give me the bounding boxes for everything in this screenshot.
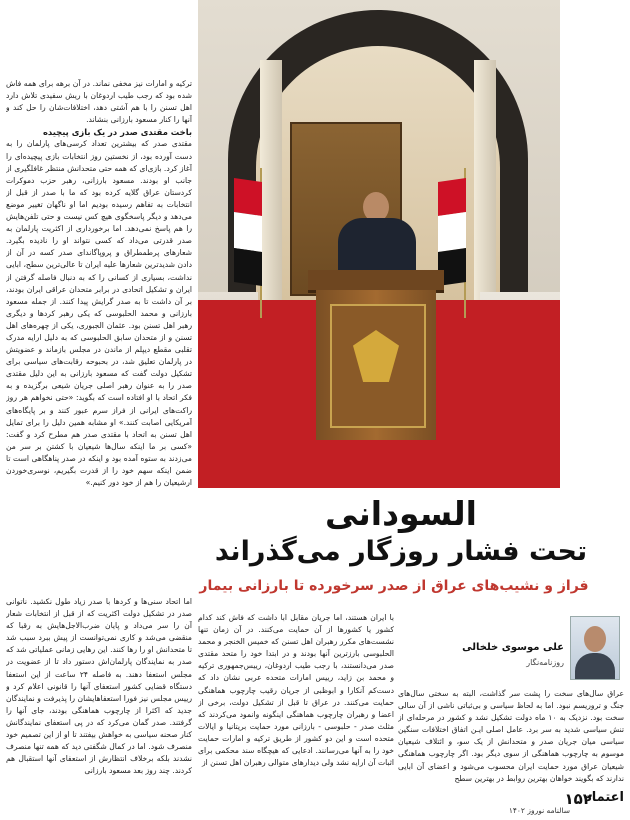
publication-logo: اعتماد bbox=[585, 790, 624, 805]
paragraph-alliance: اما اتحاد سنی‌ها و کردها با صدر زیاد طول نکشید. ناتوانی صدر در تشکیل دولت اکثریت که از قبل از انتخابات شعار آن را سر می‌داد و پایان ضرب‌الاجل‌هایش به رقبا که منقضی می‌شد و کاری نمی‌توانست از پیش ببرد سبب شد تا متحدانش او را رها کنند. این رهایی زمانی عملیاتی شد که صدر به نمایندگان پارلمان‌اش دستور داد تا از عضویت در مجلس استعفا دهند. به فاصله ۲۴ ساعت از این استعفا دستگاه قضایی کشور استعفای آنها را قانونی اعلام کرد و رییس مجلس نیز فورا استعفاهایشان را پذیرفت و نمایندگان جدید که اکثرا از چارچوب هماهنگی بودند، جای آنها را گرفتند. صدر گمان می‌کرد که در پی استعفای نمایندگانش کنار صحنه سیاسی به خواهش بیفتند تا او از این تصمیم خود منصرف شود. اما در کمال شگفتی دید که همه تنها منصرف نشدند بلکه برخلاف انتظارش از استعفای آنها استقبال هم کردند. چند روز بعد مسعود بارزانی bbox=[6, 597, 192, 776]
headline-subtitle: فراز و نشیب‌های عراق از صدر سرخورده تا بارزانی بیمار bbox=[199, 578, 589, 594]
headline-line-1: السودانی bbox=[325, 494, 477, 533]
text-column-right-bottom bbox=[398, 688, 624, 792]
photo-pillar-right bbox=[474, 60, 496, 330]
iraqi-flag-left bbox=[234, 178, 262, 286]
issue-date: سالنامه نوروز ۱۴۰۲ bbox=[508, 806, 570, 815]
paragraph-lead: عراق سال‌های سخت را پشت سر گذاشت، البته به سختی سال‌های جنگ و تروریسم نبود. اما به لحاظ سیاسی و بی‌ثباتی ناشی از آن سالی سخت بود. نزدیک به ۱۰ ماه دولت تشکیل نشد و کشور در مرحله‌ای از تنش سیاسی شدید به سر برد. عامل اصلی ایـن اتفاق اختلافات سنگین سیاسی میان جریان صدر و متحدانش از یک سو، و ائتلاف شیعیان موسوم به چارچوب هماهنگی از سوی دیگر بود. اگر چارچوب هماهنگی شیعیان عراق مورد حمایت ایران محسوب می‌شود و اعضای آن ابایی ندارند که بگویند خواهان بهترین روابط در بهترین سطح bbox=[398, 689, 624, 783]
paragraph-sadr: مقتدی صدر که بیشترین تعداد کرسی‌های پارلمان را به دست آورده بود، از نخستین روز انتخابات بازی پیچیده‌ای را آغاز کرد. بازی‌ای که همه حتی متحدانش منتظر غافلگیری از جانب او بودند. مسعود بارزانی، رهبر حزب دموکرات کردستان عراق گلایه کرده بود که ما با صدر از قبل از انتخابات به تفاهم رسیده بودیم اما او ناگهان تغییر موضع می‌دهد و دیگر پاسخگوی هیچ کس نیست و حتی تلفن‌هایش را هم پاسخ نمی‌دهد. اما برخورداری از اکثریت پارلمان به صدر قدرتی می‌داد که کسی نتواند او را نادیده بگیرد. شعارهای پرطمطراق و پروپاگاندای صدر کسه در آن از دادن شدیدترین شعارها علیه ایران تا عالی‌ترین سطح، ابایی نداشت، بسیاری از کسانی را که به دنبال فاصله گرفتن از ایران و تشکیل اتحادی در برابر متحدان عراقی ایران بودند، بر آن داشت تا به صدر گرایش پیدا کنند. از جمله مسعود بارزانی و محمد الحلبوسی که یکی رهبر کردها و دیگری رهبر اهل تسنن بود. عثمان الجبوری، یکی از چهره‌های اهل تسنن و از متحدان سابق الحلبوسی که به دلیل ارایه مدرک تقلبی مقطع دیپلم از ماندن در مجلس بازماند و عضویتش در پارلمان تعلیق شد، در بحبوحه رقابت‌های سیاسی برای تشکیل دولت گفت که مسعود بارزانی به این دلیل مقتدی صدر را به عنوان رهبر اصلی جریان شیعی برگزیده و به فکر اتحاد با او افتاده است که بگوید: «حتی نخواهم هر روز راکت‌های ایرانی از فراز سرم عبور کنند و بر پایگاه‌های آمریکایی اصابت کنند.» او مشابه همین دلیل را برای تمایل اهل تسنن به اتحاد با مقتدی صدر هم مطرح کرد و گفت: «کسی بر ما اینکه سال‌ها شیعیان با کشتن بر سر من می‌زدند به ستوه آمده بود و اینکه در صدر پناهگاهی است تا ضمن اینکه سهم خود را از قدرت بگیریم، نوسری‌خوردن ارشیعیان را هم از خود دور کنیم.» bbox=[6, 139, 192, 488]
author-name: علی موسوی خلخالی bbox=[462, 642, 564, 653]
author-box bbox=[398, 612, 624, 684]
text-column-middle-bottom bbox=[198, 612, 394, 806]
headline-line-2: تحت فشار روزگار می‌گذراند bbox=[214, 536, 588, 567]
paragraph-intro: ترکیه و امارات نیز مخفی نماند. در آن برهه برای همه فاش شده بود که رجب طیب اردوغان با ریش سفیدی تلاش دارد اهل تسنن را با هم آشتی دهد، اختلافات‌شان را حل کند و آنها را کنار مسعود بارزانی بنشاند. bbox=[6, 79, 192, 125]
photo-pillar-left bbox=[260, 60, 282, 330]
page-number: ۱۵۲ bbox=[564, 790, 592, 808]
author-avatar bbox=[570, 616, 620, 680]
text-column-left-bottom bbox=[6, 596, 192, 806]
headline-block bbox=[198, 490, 624, 608]
author-role: روزنامه‌نگار bbox=[526, 658, 564, 667]
section-subhead: باخت مقتدی صدر در یک بازی پیچیده bbox=[42, 127, 192, 138]
article-photo bbox=[198, 0, 560, 488]
paragraph-support: با ایران هستند، اما جریان مقابل ابا داشت که فاش کند کدام کشور یا کشورها از آن حمایت می‌کنند. در آن زمان تنها نشست‌های مکرر رهبران اهل تسنن که خمیس الخنجر و محمد الحلبوسی بارزترین آنها بودند و در ابتدا خود را متحد مقتدی صدر می‌دانستند، با رجب طیب اردوغان، رییس‌جمهوری ترکیه و محمد بن زاید، رییس امارات متحده عربی نشان داد که دست‌کم آنکارا و ابوظبی از جریان رقیب چارچوب هماهنگی حمایت می‌کنند. در عراق تا قبل از تشکیل دولت، برخی از اعضا و رهبران چارچوب هماهنگی اینگونه وانمود می‌کردند که مثلث صدر - حلبوسی - بارزانی مورد حمایت بریتانیا و ایالات متحده است و این دو کشور از طریق ترکیه و امارات حمایت خود را به آنها می‌رسانند. ادعایی که هیچگاه سند محکمی برای اثبات آن ارایه نشد ولی دیدارهای متوالی رهبران اهل تسنن از bbox=[198, 613, 394, 768]
